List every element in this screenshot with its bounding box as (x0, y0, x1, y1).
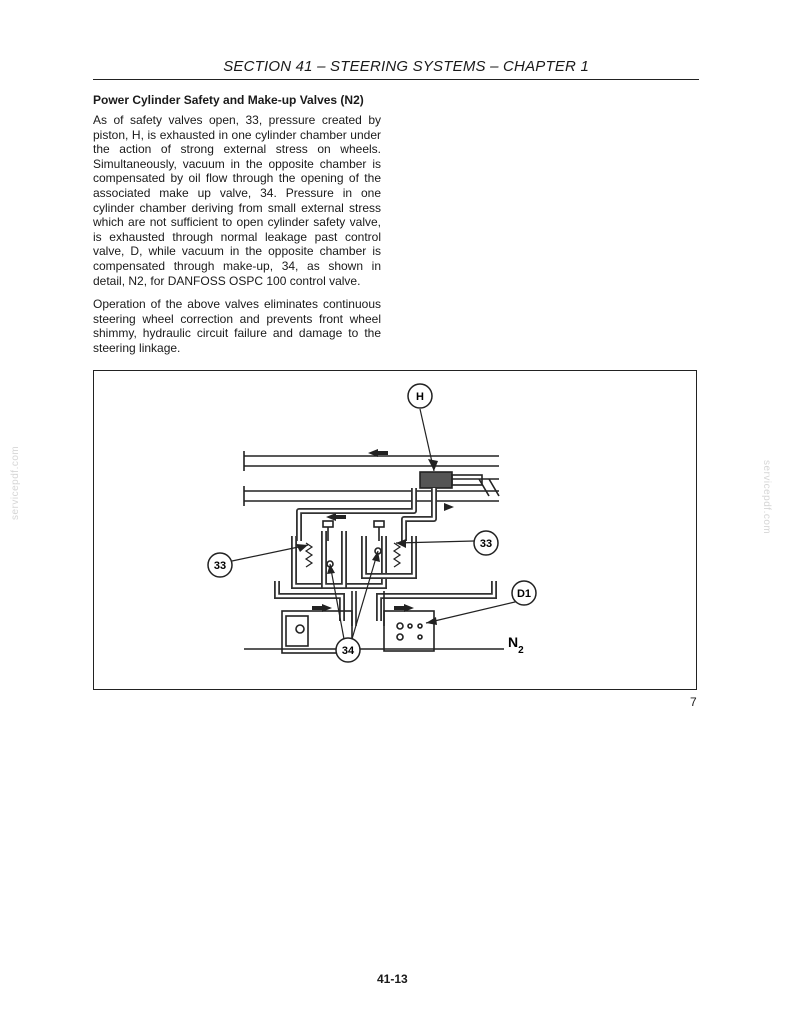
section-heading: Power Cylinder Safety and Make-up Valves (N2) (93, 93, 364, 107)
detail-label (508, 634, 524, 656)
watermark-left: servicepdf.com (10, 445, 21, 520)
hydraulic-diagram (94, 371, 698, 691)
paragraph-1: As of safety valves open, 33, pressure created by piston, H, is exhausted in one cylinder chamber under the action of strong external stress on wheels. Simultaneously, vacuum in the opposite chamber is compensated by oil flow through the opening of the associated make up valve, 34. Pressure in one cylinder chamber deriving from small external stress which are not sufficient to open cylinder safety valve, is exhausted through normal leakage past control valve, D, while vacuum in the opposite chamber is compensated through make-up, 34, as shown in detail, N2, for DANFOSS OSPC 100 control valve. (93, 113, 381, 288)
callout-33-right-label: 33 (479, 538, 493, 550)
figure-number: 7 (690, 695, 697, 709)
callout-34-label: 34 (341, 645, 355, 657)
body-column (93, 93, 381, 365)
watermark-right: servicepdf.com (761, 460, 772, 535)
callout-h-label: H (416, 391, 424, 403)
section-title: SECTION 41 – STEERING SYSTEMS – CHAPTER 1 (223, 58, 589, 75)
callout-33-left-label: 33 (213, 560, 227, 572)
figure-frame (93, 370, 697, 690)
callout-d1-label: D1 (516, 588, 532, 600)
detail-letter: N (508, 634, 519, 650)
detail-subscript: 2 (518, 645, 524, 656)
paragraph-2: Operation of the above valves eliminates continuous steering wheel correction and prevents front wheel shimmy, hydraulic circuit failure and damage to the steering linkage. (93, 297, 381, 355)
page-number: 41-13 (377, 972, 408, 986)
page-header (93, 58, 699, 80)
